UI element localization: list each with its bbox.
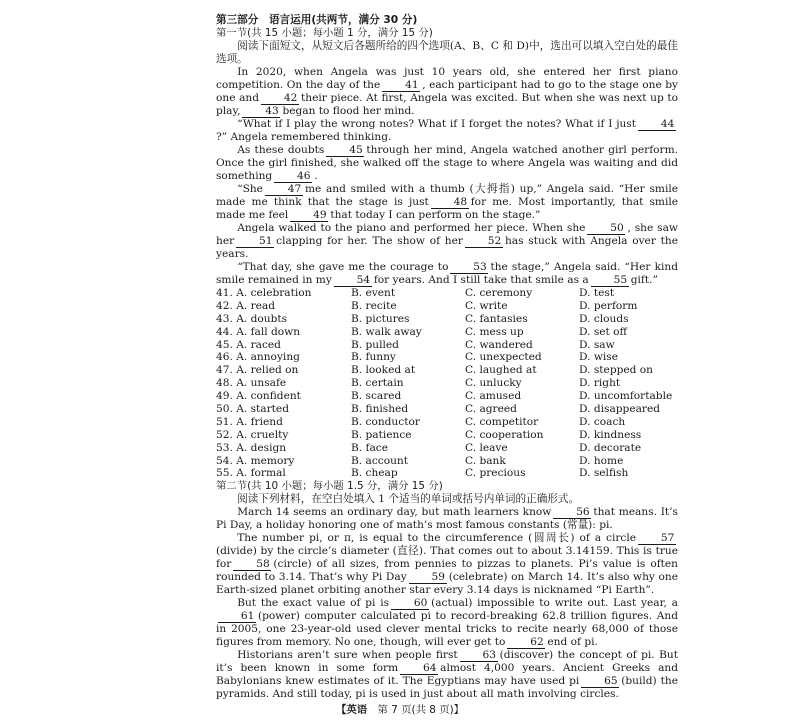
blank-41: 41 — [382, 80, 420, 92]
text: through her mind, Angela watched another girl perform. Once the girl finished, she walked off the stage to where Angela was waiting and did something — [216, 144, 678, 182]
option-choice: 54. A. memory — [216, 454, 295, 467]
passage1-paragraph-5 — [216, 222, 678, 261]
option-row — [216, 467, 678, 480]
option-choice: C. write — [465, 299, 508, 312]
section1-title: 第一节(共 15 小题；每小题 1 分，满分 15 分) — [216, 27, 433, 39]
passage1-paragraph-2 — [216, 118, 678, 144]
option-choice: D. home — [579, 454, 624, 467]
option-choice: 47. A. relied on — [216, 364, 299, 377]
blank-54: 54 — [334, 275, 372, 287]
option-choice: C. fantasies — [465, 312, 528, 325]
option-choice: B. conductor — [351, 415, 420, 428]
option-choice: D. kindness — [579, 428, 642, 441]
option-choice: C. precious — [465, 467, 526, 480]
text: “That day, she gave me the courage to — [237, 261, 449, 273]
option-row — [216, 416, 678, 429]
text: the stage,” Angela said. “Her kind smile remained in my — [216, 261, 678, 286]
option-choice: 43. A. doubts — [216, 312, 288, 325]
passage1-paragraph-6 — [216, 261, 678, 287]
page-content — [216, 14, 678, 701]
option-choice: C. wandered — [465, 338, 533, 351]
blank-64: 64 — [400, 663, 438, 675]
blank-42: 42 — [261, 93, 299, 105]
text: (divide) by the circle’s diameter (直径). That comes out to about 3.14159. This is true for — [216, 545, 678, 571]
text: The number pi, or π, is equal to the circumference (圆周长) of a circle — [237, 532, 636, 545]
blank-61: 61 — [218, 611, 256, 623]
text: (power) computer calculated pi to record-breaking 62.8 trillion figures. And in 2005, one 23-year-old used clever mental tricks to recite nearly 68,000 of those figures from memory. No one, though, will ever get to — [216, 610, 678, 649]
text: , she saw her — [216, 222, 678, 247]
option-choice: 51. A. friend — [216, 415, 283, 428]
blank-49: 49 — [290, 210, 328, 222]
option-choice: 42. A. read — [216, 299, 276, 312]
text: that means. It’s Pi Day, a holiday honoring one of math’s most famous constants (常量): pi. — [216, 506, 678, 532]
options-list — [216, 287, 678, 480]
passage2-paragraph-1 — [216, 506, 678, 532]
option-row — [216, 377, 678, 390]
option-choice: B. finished — [351, 403, 409, 416]
option-row — [216, 429, 678, 442]
blank-58: 58 — [233, 559, 271, 571]
option-choice: 52. A. cruelty — [216, 428, 289, 441]
text: began to flood her mind. — [282, 105, 415, 117]
option-choice: C. mess up — [465, 325, 524, 338]
text: almost 4,000 years. Ancient Greeks and Babylonians knew estimates of it. The Egyptians may have used pi — [216, 662, 678, 688]
option-row — [216, 403, 678, 416]
text: that today I can perform on the stage.” — [330, 209, 541, 221]
text: clapping for her. The show of her — [276, 235, 463, 247]
option-choice: B. walk away — [351, 325, 422, 338]
text: As these doubts — [237, 144, 325, 156]
option-choice: D. wise — [579, 351, 619, 364]
text: “What if I play the wrong notes? What if I forget the notes? What if I just — [237, 118, 636, 130]
option-choice: B. face — [351, 441, 388, 454]
option-choice: D. decorate — [579, 441, 642, 454]
option-choice: C. cooperation — [465, 428, 544, 441]
option-row — [216, 442, 678, 455]
option-choice: 55. A. formal — [216, 467, 286, 480]
option-choice: B. account — [351, 454, 408, 467]
option-choice: 53. A. design — [216, 441, 287, 454]
option-row — [216, 313, 678, 326]
option-choice: 46. A. annoying — [216, 351, 300, 364]
blank-53: 53 — [450, 262, 488, 274]
option-choice: D. stepped on — [579, 364, 653, 377]
option-choice: D. coach — [579, 415, 626, 428]
option-choice: C. amused — [465, 390, 522, 403]
blank-44: 44 — [638, 119, 676, 131]
blank-55: 55 — [591, 275, 629, 287]
footer-page-number: 第 7 页(共 8 页)】 — [377, 704, 465, 716]
blank-46: 46 — [274, 171, 312, 183]
option-choice: B. cheap — [351, 467, 398, 480]
option-choice: 49. A. confident — [216, 390, 301, 403]
option-choice: 50. A. started — [216, 403, 289, 416]
option-choice: D. right — [579, 377, 621, 390]
option-choice: D. perform — [579, 299, 638, 312]
text: March 14 seems an ordinary day, but math learners know — [237, 506, 552, 519]
text: Historians aren’t sure when people first — [237, 649, 458, 662]
blank-50: 50 — [587, 223, 625, 235]
option-choice: B. recite — [351, 299, 397, 312]
option-choice: C. leave — [465, 441, 508, 454]
page-footer — [0, 704, 800, 717]
option-choice: 41. A. celebration — [216, 287, 312, 299]
blank-60: 60 — [391, 598, 429, 610]
text: me and smiled with a thumb (大拇指) up,” Angela said. “Her smile made me think that the stage is just — [216, 183, 678, 208]
part-title: 第三部分 语言运用(共两节，满分 30 分) — [216, 14, 418, 26]
text: Angela walked to the piano and performed her piece. When she — [237, 222, 586, 234]
blank-47: 47 — [265, 184, 303, 196]
text: (discover) the concept of pi. But it’s been known in some form — [216, 649, 678, 675]
text: has stuck with Angela over the years. — [216, 235, 678, 260]
option-choice: C. ceremony — [465, 287, 533, 299]
option-row — [216, 326, 678, 339]
blank-56: 56 — [553, 507, 591, 519]
option-choice: B. patience — [351, 428, 412, 441]
option-choice: C. agreed — [465, 403, 517, 416]
option-row — [216, 455, 678, 468]
option-row — [216, 300, 678, 313]
text: for me. Most importantly, that smile made me feel — [216, 196, 679, 221]
blank-45: 45 — [326, 145, 364, 157]
text: end of pi. — [547, 636, 598, 649]
text: “She — [237, 183, 263, 195]
option-choice: C. unexpected — [465, 351, 542, 364]
option-choice: C. bank — [465, 454, 506, 467]
blank-52: 52 — [465, 236, 503, 248]
passage2-paragraph-3 — [216, 597, 678, 649]
text: (actual) impossible to write out. Last year, a — [431, 597, 678, 610]
option-choice: 44. A. fall down — [216, 325, 301, 338]
blank-48: 48 — [431, 197, 469, 209]
text: their piece. At first, Angela was excited. But when she was next up to play, — [216, 92, 678, 117]
option-choice: B. scared — [351, 390, 402, 403]
passage1-paragraph-1 — [216, 66, 678, 118]
section1-instructions: 阅读下面短文，从短文后各题所给的四个选项(A、B、C 和 D)中，选出可以填入空白处的最佳选项。 — [216, 40, 678, 65]
option-choice: B. pictures — [351, 312, 410, 325]
blank-51: 51 — [236, 236, 274, 248]
option-choice: D. set off — [579, 325, 628, 338]
text: (circle) of all sizes, from pennies to pizzas to planets. Pi’s value is often rounded to 3.14. That’s why Pi Day — [216, 558, 678, 584]
option-choice: C. laughed at — [465, 364, 537, 377]
option-choice: B. funny — [351, 351, 396, 364]
passage2-paragraph-4 — [216, 649, 678, 701]
option-choice: D. uncomfortable — [579, 390, 673, 403]
option-choice: D. selfish — [579, 467, 629, 480]
text: , each participant had to go to the stage one by one and — [216, 79, 678, 104]
option-row — [216, 390, 678, 403]
blank-63: 63 — [460, 650, 498, 662]
text: for years. And I still take that smile as a — [373, 274, 589, 286]
text: gift.” — [630, 274, 658, 286]
blank-62: 62 — [507, 637, 545, 649]
option-row — [216, 339, 678, 352]
blank-57: 57 — [638, 533, 676, 545]
option-choice: D. clouds — [579, 312, 629, 325]
section2-instructions: 阅读下列材料，在空白处填入 1 个适当的单词或括号内单词的正确形式。 — [237, 493, 580, 506]
text: ?” Angela remembered thinking. — [216, 131, 392, 143]
text: But the exact value of pi is — [237, 597, 390, 610]
option-choice: D. test — [579, 287, 615, 299]
option-row — [216, 364, 678, 377]
option-choice: D. saw — [579, 338, 615, 351]
option-choice: B. certain — [351, 377, 404, 390]
passage1-paragraph-4 — [216, 183, 678, 222]
blank-65: 65 — [581, 676, 619, 688]
passage2-paragraph-2 — [216, 532, 678, 597]
option-choice: C. unlucky — [465, 377, 522, 390]
passage1-paragraph-3 — [216, 144, 678, 183]
footer-subject: 【英语 — [335, 704, 368, 716]
option-choice: 48. A. unsafe — [216, 377, 287, 390]
option-row — [216, 287, 678, 300]
blank-59: 59 — [409, 572, 447, 584]
option-choice: B. looked at — [351, 364, 416, 377]
option-choice: C. competitor — [465, 415, 539, 428]
option-choice: B. pulled — [351, 338, 399, 351]
section2-title: 第二节(共 10 小题；每小题 1.5 分，满分 15 分) — [216, 480, 443, 493]
text: . — [314, 170, 318, 182]
text: (build) the pyramids. And still today, pi is used in just about all math involving circles. — [216, 675, 678, 701]
option-choice: D. disappeared — [579, 403, 661, 416]
option-choice: B. event — [351, 287, 396, 299]
text: (celebrate) on March 14. It’s also why one Earth-sized planet orbiting another star every 3.14 days is nicknamed “Pi Earth”. — [216, 571, 679, 597]
blank-43: 43 — [242, 106, 280, 118]
text: In 2020, when Angela was just 10 years old, she entered her first piano competition. On the day of the — [216, 66, 678, 91]
option-row — [216, 351, 678, 364]
option-choice: 45. A. raced — [216, 338, 281, 351]
